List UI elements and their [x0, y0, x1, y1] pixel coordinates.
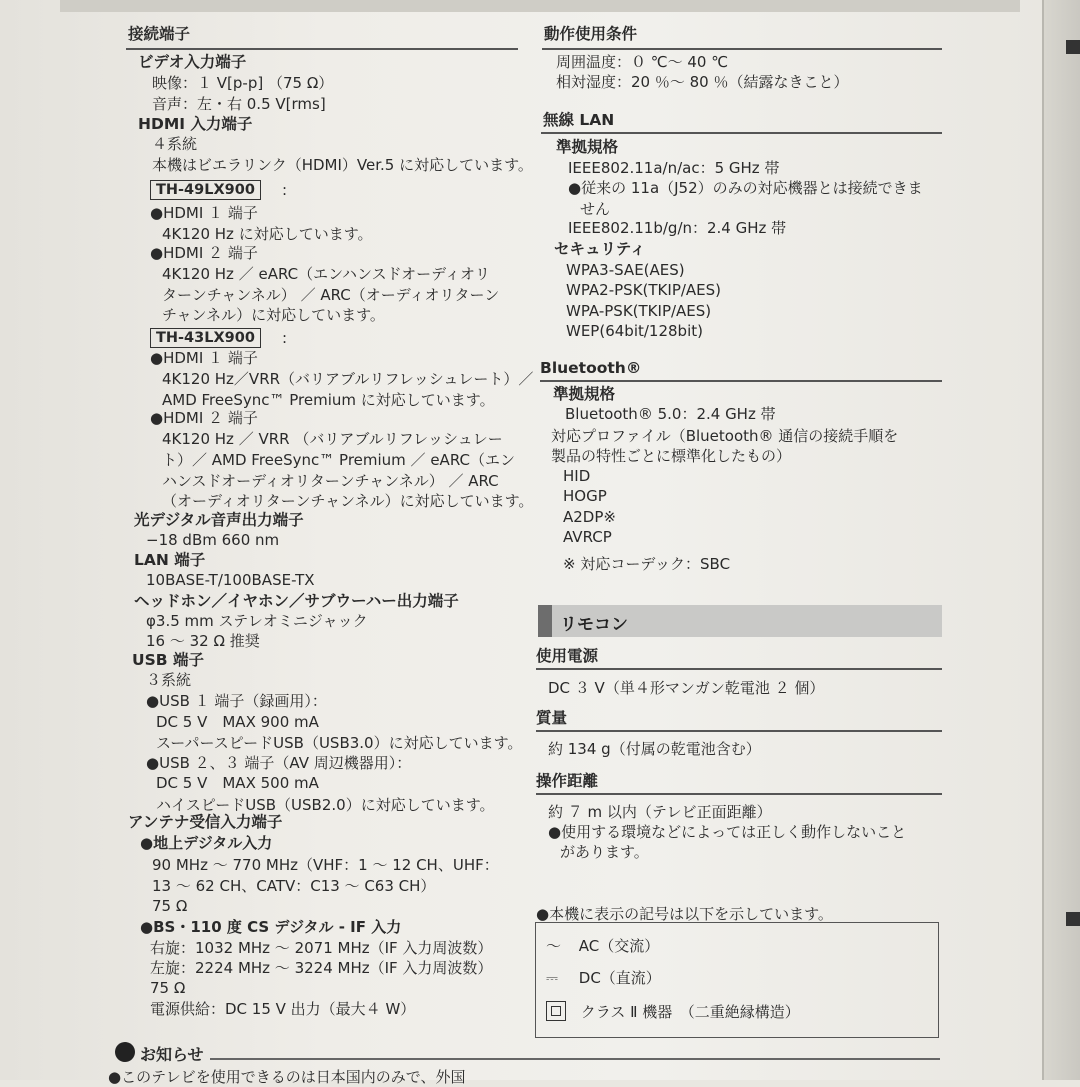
list-item-detail: 4K120 Hz ／ eARC（エンハンスドオーディオリ	[162, 265, 490, 283]
section-rule	[536, 668, 942, 670]
wlan-std-title: 準拠規格	[556, 138, 619, 156]
usb-title: USB 端子	[132, 651, 204, 669]
wlan-sec-line: WPA3-SAE(AES)	[566, 261, 685, 279]
usb-line: ●USB １ 端子（録画用）：	[146, 692, 327, 710]
list-item: ●HDMI ２ 端子	[150, 244, 258, 262]
power-spec: DC ３ V（単４形マンガン乾電池 ２ 個）	[548, 679, 825, 697]
class2-symbol-icon	[546, 1001, 566, 1021]
bt-profile: HID	[563, 467, 591, 485]
bt-std-line: Bluetooth® 5.0：2.4 GHz 帯	[565, 405, 776, 423]
section-rule	[540, 380, 942, 382]
section-rule	[541, 132, 942, 134]
section-rule	[126, 48, 518, 50]
headphone-spec: 16 ～ 32 Ω 推奨	[146, 632, 260, 650]
wlan-line: ●従来の 11a（J52）のみの対応機器とは接続できま	[568, 179, 923, 197]
bt-title: Bluetooth®	[540, 359, 642, 377]
bt-profile: AVRCP	[563, 528, 612, 546]
page-edge-marker	[1066, 912, 1080, 926]
symbol-label: AC（交流）	[578, 937, 660, 955]
range-spec: 約 ７ m 以内（テレビ正面距離）	[548, 803, 772, 821]
antenna-line: 電源供給：DC 15 V 出力（最大４ W）	[150, 1000, 416, 1018]
list-item: ●HDMI １ 端子	[150, 204, 258, 222]
colon: :	[282, 329, 288, 347]
bt-profile: HOGP	[563, 487, 607, 505]
antenna-line: 左旋：2224 MHz ～ 3224 MHz（IF 入力周波数）	[150, 959, 493, 977]
range-note: ●使用する環境などによっては正しく動作しないこと	[548, 823, 907, 841]
notice-text: ●このテレビを使用できるのは日本国内のみで、外国	[108, 1068, 466, 1086]
usb-line: DC 5 V MAX 500 mA	[156, 774, 319, 792]
section-heading-connectors: 接続端子	[128, 25, 191, 43]
page-edge-marker	[1066, 40, 1080, 54]
hdmi-link-note: 本機はビエラリンク（HDMI）Ver.5 に対応しています。	[152, 156, 533, 174]
wlan-sec-line: WPA2-PSK(TKIP/AES)	[566, 281, 722, 299]
wlan-sec-line: WPA-PSK(TKIP/AES)	[566, 302, 712, 320]
usb-line: ３系統	[146, 671, 192, 689]
bt-profile-line: 対応プロファイル（Bluetooth® 通信の接続手順を	[551, 427, 899, 445]
list-item-detail: ハンスドオーディオリターンチャンネル） ／ ARC	[162, 472, 499, 490]
list-item-detail: AMD FreeSync™ Premium に対応しています。	[162, 391, 495, 409]
env-temp: 周囲温度：０ ℃～ 40 ℃	[556, 53, 729, 71]
list-item-detail: ト）／ AMD FreeSync™ Premium ／ eARC（エン	[162, 451, 515, 469]
symbol-label: クラス Ⅱ 機器 （二重絶縁構造）	[580, 1003, 800, 1021]
section-rule	[536, 730, 942, 732]
bt-profile: A2DP※	[563, 508, 616, 526]
video-line: 映像：１ V[p-p] （75 Ω）	[152, 74, 334, 92]
wlan-line: IEEE802.11a/n/ac：5 GHz 帯	[568, 159, 780, 177]
headphone-spec: φ3.5 mm ステレオミニジャック	[146, 612, 368, 630]
remote-banner-label: リモコン	[560, 615, 628, 635]
list-item-detail: チャンネル）に対応しています。	[162, 306, 385, 324]
wlan-sec-line: WEP(64bit/128bit)	[566, 322, 703, 340]
symbol-row-ac	[546, 935, 659, 956]
antenna-line: 右旋：1032 MHz ～ 2071 MHz（IF 入力周波数）	[150, 939, 493, 957]
list-item-detail: 4K120 Hz ／ VRR （バリアブルリフレッシュレー	[162, 430, 503, 448]
list-item-detail: （オーディオリターンチャンネル）に対応しています。	[162, 492, 534, 510]
range-note: があります。	[560, 843, 649, 861]
hdmi-input-title: HDMI 入力端子	[138, 115, 253, 133]
usb-line: スーパースピードUSB（USB3.0）に対応しています。	[156, 734, 523, 752]
bt-codec-note: ※ 対応コーデック：SBC	[563, 555, 731, 573]
usb-line: ハイスピードUSB（USB2.0）に対応しています。	[156, 796, 495, 814]
mass-spec: 約 134 g（付属の乾電池含む）	[548, 740, 761, 758]
usb-line: ●USB ２、３ 端子（AV 周辺機器用）：	[146, 754, 412, 772]
video-input-title: ビデオ入力端子	[138, 53, 247, 71]
list-item-detail: ターンチャンネル） ／ ARC（オーディオリターン	[162, 286, 500, 304]
wlan-sec-title: セキュリティ	[554, 240, 646, 258]
antenna-line: 13 ～ 62 CH、CATV：C13 ～ C63 CH）	[152, 877, 436, 895]
notice-icon	[115, 1042, 135, 1062]
bt-profile-line: 製品の特性ごとに標準化したもの）	[551, 447, 792, 465]
dc-symbol-icon: ⎓	[546, 969, 558, 987]
list-item-detail: 4K120 Hz／VRR（バリアブルリフレッシュレート）／	[162, 370, 534, 388]
antenna-bs: ●BS・110 度 CS デジタル - IF 入力	[140, 918, 402, 936]
env-humidity: 相対湿度：20 ％～ 80 ％（結露なきこと）	[556, 73, 849, 91]
headphone-title: ヘッドホン／イヤホン／サブウーハー出力端子	[134, 592, 459, 610]
lan-spec: 10BASE-T/100BASE-TX	[146, 571, 315, 589]
antenna-line: 75 Ω	[152, 897, 188, 915]
colon: :	[282, 181, 288, 199]
wlan-line: せん	[580, 200, 611, 218]
antenna-title: アンテナ受信入力端子	[128, 813, 283, 831]
list-item: ●HDMI ２ 端子	[150, 409, 258, 427]
list-item: ●HDMI １ 端子	[150, 349, 258, 367]
bt-std-title: 準拠規格	[553, 385, 616, 403]
antenna-line: 90 MHz ～ 770 MHz（VHF：1 ～ 12 CH、UHF：	[152, 856, 499, 874]
ac-symbol-icon: ～	[546, 937, 562, 955]
env-title: 動作使用条件	[544, 25, 638, 43]
remote-banner	[538, 605, 942, 637]
model-badge-49: TH-49LX900	[150, 180, 261, 200]
section-rule	[542, 48, 942, 50]
antenna-line: 75 Ω	[150, 979, 186, 997]
symbol-label: DC（直流）	[578, 969, 661, 987]
hdmi-count: ４系統	[152, 135, 198, 153]
range-title: 操作距離	[536, 772, 599, 790]
symbol-row-dc	[546, 967, 661, 988]
mass-title: 質量	[536, 709, 568, 727]
antenna-terrestrial: ●地上デジタル入力	[140, 834, 273, 852]
section-rule	[536, 793, 942, 795]
symbols-legend	[535, 922, 939, 1038]
notice-title: お知らせ	[140, 1045, 204, 1064]
notice-rule	[210, 1058, 940, 1060]
wlan-line: IEEE802.11b/g/n：2.4 GHz 帯	[568, 219, 787, 237]
wlan-title: 無線 LAN	[543, 111, 615, 129]
list-item-detail: 4K120 Hz に対応しています。	[162, 225, 373, 243]
model-badge-43: TH-43LX900	[150, 328, 261, 348]
lan-title: LAN 端子	[134, 551, 206, 569]
optical-title: 光デジタル音声出力端子	[134, 511, 304, 529]
symbol-row-class2	[546, 997, 800, 1022]
power-title: 使用電源	[536, 647, 599, 665]
page-top-band	[60, 0, 1020, 12]
audio-line: 音声：左・右 0.5 V[rms]	[152, 95, 326, 113]
usb-line: DC 5 V MAX 900 mA	[156, 713, 319, 731]
optical-spec: −18 dBm 660 nm	[146, 531, 280, 549]
symbols-intro: ●本機に表示の記号は以下を示しています。	[536, 905, 833, 923]
